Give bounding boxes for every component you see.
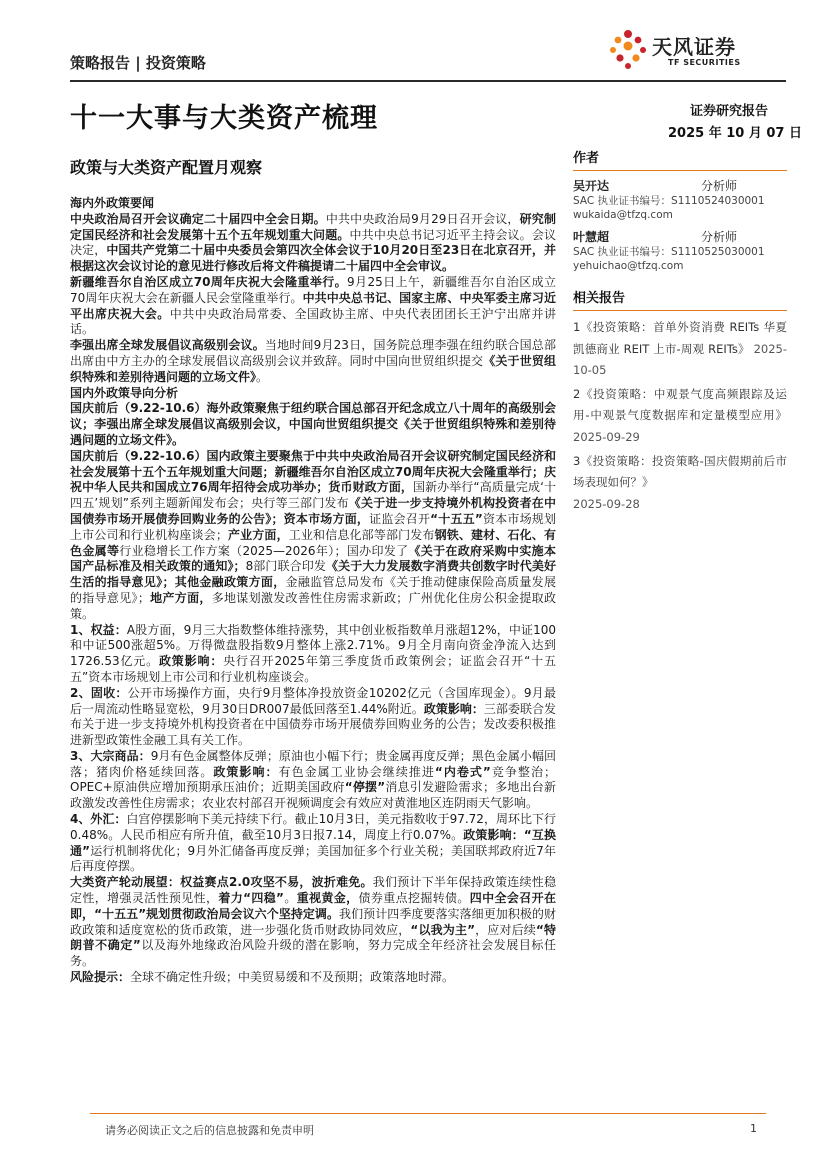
paragraph-outlook	[70, 875, 556, 970]
bold-text: 钢铁、建材、石化、有色金属等	[70, 527, 556, 558]
bold-text: 3、大宗商品：	[70, 748, 151, 763]
bold-text: 2、固收：	[70, 685, 128, 700]
bold-text: 《关于大力发展数字消费共创数字时代美好生活的指导意见》；其他金融政策方面，	[70, 559, 556, 590]
paragraph-commodities	[70, 749, 556, 812]
body-text: 。	[256, 369, 269, 384]
body-text: 央行召开2025年第三季度货币政策例会；证监会召开“十五五”资本市场规划上市公司和行业机构座谈会。	[70, 654, 556, 684]
report-title: 十一大事与大类资产梳理	[70, 103, 378, 134]
logo-mark-icon	[608, 28, 648, 72]
bold-text: 国庆前后（9.22-10.6）国内政策主要聚焦于中共中央政治局召开会议研究制定国民经济和社会发展第十五个五年规划重大问题；新疆维吾尔自治区成立70周年庆祝大会隆重举行；庆祝中华人民共和国成立76周年招待会成功举办；货币财政方面，	[70, 448, 556, 495]
body-text: 债券重点挖掘转债。	[358, 891, 470, 906]
related-report-item[interactable]	[573, 384, 787, 449]
body-text: 。	[283, 891, 297, 906]
bold-text: “内卷式”	[434, 764, 491, 779]
author-cert: SAC 执业证书编号：S1110525030001	[573, 246, 765, 258]
author-email[interactable]: wukaida@tfzq.com	[573, 209, 673, 221]
report-type: 证券研究报告	[690, 104, 769, 119]
bold-text: 风险提示：	[70, 970, 131, 985]
body-text: 资本市场规划上市公司和行业机构座谈会；	[70, 511, 556, 542]
related-report-date: 2025-09-29	[573, 429, 640, 444]
body-text: 中共中央政治局常委、全国政协主席、中央代表团团长王沪宁出席并讲话。	[70, 306, 556, 337]
bold-text: 政策影响：	[158, 654, 224, 669]
bold-text: “停摆”	[344, 780, 386, 795]
body-text: 国新办举行“高质量完成‘十四五’规划”系列主题新闻发布会；央行等三部门发布	[70, 480, 556, 511]
bold-text: 中央政治局召开会议确定二十届四中全会日期。	[70, 211, 326, 226]
body-text: 金融监管总局发布《关于推动健康保险高质量发展的指导意见》；	[70, 575, 556, 605]
bold-text: 4、外汇：	[70, 812, 127, 827]
body-text: 中共中央政治局9月29日召开会议，	[325, 211, 520, 226]
bold-text: 李强出席全球发展倡议高级别会议。	[70, 338, 265, 353]
author-block	[573, 177, 787, 222]
body-text: 证监会召开	[369, 511, 431, 526]
related-report-title[interactable]: 2《投资策略：中观景气度高频跟踪及运用-中观景气度数据库和定量模型应用》	[573, 386, 787, 423]
page-number: 1	[750, 1122, 757, 1135]
paragraph	[70, 212, 556, 275]
bold-text: 地产方面，	[149, 590, 212, 605]
bold-text: 《关于世贸组织特殊和差别待遇问题的立场文件》	[70, 353, 556, 384]
body-text: 公开市场操作方面，央行9月整体净投放资金10202亿元（含国库现金）。9月最后一周流动性略显宽松，9月30日DR007最低回落至1.44%附近。	[70, 685, 556, 716]
author-role: 分析师	[700, 179, 737, 193]
footer-divider	[90, 1113, 766, 1114]
author-cert: SAC 执业证书编号：S1110524030001	[573, 195, 765, 207]
bold-text: “特朗普不确定”	[70, 922, 556, 953]
section-heading-overseas: 海内外政策要闻	[70, 196, 155, 210]
report-category: 策略报告 | 投资策略	[70, 54, 206, 72]
paragraph	[70, 275, 556, 338]
related-report-date: 2025-09-28	[573, 496, 640, 511]
sidebar	[573, 147, 787, 517]
bold-text: 大类资产轮动展望：权益赛点2.0攻坚不易，波折难免。	[70, 875, 373, 890]
bold-text: 政策影响：	[423, 701, 484, 716]
author-email[interactable]: yehuichao@tfzq.com	[573, 260, 684, 272]
bold-text: 中共中央总书记、国家主席、中央军委主席习近平出席庆祝大会。	[70, 290, 556, 321]
author-name: 叶慧超	[573, 230, 610, 244]
bold-text: 着力“四稳”	[218, 891, 284, 906]
related-report-title[interactable]: 1《投资策略：首单外资消费 REITs 华夏凯德商业 REIT 上市-周观 REITs》	[573, 320, 787, 356]
bold-text: 《关于在政府采购中实施本国产品标准及相关政策的通知》；	[70, 543, 556, 574]
paragraph	[70, 449, 556, 623]
report-date: 2025 年 10 月 07 日	[668, 126, 802, 141]
report-subtitle: 政策与大类资产配置月观察	[70, 158, 263, 177]
body-text: 9月25日上午，新疆维吾尔自治区成立70周年庆祝大会在新疆人民会堂隆重举行。	[70, 274, 557, 305]
authors-heading: 作者	[573, 147, 787, 171]
bold-text: 政策影响：	[213, 764, 279, 779]
body-text: 工业和信息化部等部门发布	[288, 527, 435, 542]
body-text: 三部委联合发布关于进一步支持境外机构投资者在中国债券市场开展债券回购业务的公告；发改委积极推进新型政策性金融工具有关工作。	[70, 701, 556, 748]
body-text: 9月有色金属整体反弹；原油也小幅下行；贵金属再度反弹；黑色金属小幅回落；猪肉价格延续回落。	[70, 748, 556, 779]
paragraph-equity	[70, 623, 556, 686]
body-text: 8部门联合印发	[245, 559, 326, 574]
body-text: 中共中央总书记习近平主持会议。会议决定，	[70, 227, 556, 258]
author-role: 分析师	[700, 230, 737, 244]
bold-text: 政策影响：“互换通”	[70, 827, 556, 858]
bold-text: 1、权益：	[70, 622, 127, 637]
section-heading-policy-analysis: 国内外政策导向分析	[70, 385, 179, 400]
body-text: 当地时间9月23日，国务院总理李强在纽约联合国总部出席由中方主办的全球发展倡议高级别会议并致辞。同时中国向世贸组织提交	[70, 338, 556, 368]
bold-text: “以我为主”	[410, 922, 475, 937]
body-text: A股方面，9月三大指数整体维持涨势，其中创业板指数单月涨超12%，中证100和中证500涨超5%。万得微盘股指数9月整体上涨2.71%。9月全月南向资金净流入达到1726.53亿元。	[70, 622, 556, 669]
bold-text: 国庆前后（9.22-10.6）海外政策聚焦于纽约联合国总部召开纪念成立八十周年的高级别会议；李强出席全球发展倡议高级别会议，中国向世贸组织提交《关于世贸组织特殊和差别待遇问题的立场文件》。	[70, 401, 556, 447]
body-text: 运行机制将优化；9月外汇储备再度反弹；美国加征多个行业关税；美国联邦政府近7年后再度停摆。	[70, 843, 556, 874]
related-report-title[interactable]: 3《投资策略：投资策略-国庆假期前后市场表现如何？》	[573, 453, 787, 490]
report-summary	[70, 196, 556, 986]
related-report-date: 2025-10-05	[573, 341, 787, 378]
body-text: 多地谋划激发改善性住房需求新政；广州优化住房公积金提取政策。	[70, 590, 556, 621]
related-reports-heading: 相关报告	[573, 287, 787, 311]
bold-text: 四中全会召开在即，“十五五”规划贯彻政治局会议六个坚持定调。	[70, 891, 556, 921]
body-text: 行业稳增长工作方案（2025—2026年）；国办印发了	[119, 543, 409, 558]
related-report-item[interactable]	[573, 317, 787, 382]
body-text: 我们预计四季度要落实落细更加积极的财政政策和适度宽松的货币政策，进一步强化货币财政协同效应，	[70, 906, 556, 937]
logo-name-en: TF SECURITIES	[668, 58, 741, 67]
body-text: ，应对后续	[474, 922, 536, 937]
bold-text: “十五五”	[430, 511, 483, 526]
bold-text: 新疆维吾尔自治区成立70周年庆祝大会隆重举行。	[70, 274, 348, 289]
paragraph-risk	[70, 970, 556, 986]
body-text: 我们预计下半年保持政策连续性稳定性，增强灵活性预见性，	[70, 875, 556, 906]
paragraph	[70, 401, 556, 448]
bold-text: 《关于进一步支持境外机构投资者在中国债券市场开展债券回购业务的公告》；资本市场方面，	[70, 496, 556, 526]
author-name: 吴开达	[573, 179, 610, 193]
author-block	[573, 228, 787, 273]
paragraph-fixed-income	[70, 686, 556, 749]
bold-text: 重视黄金，	[296, 891, 359, 906]
paragraph-fx	[70, 812, 556, 875]
body-text: 竞争整治；OPEC+原油供应增加预期承压油价；近期美国政府	[70, 764, 556, 795]
paragraph	[70, 338, 556, 385]
header-divider	[70, 80, 786, 82]
body-text: 全球不确定性升级；中美贸易缓和不及预期；政策落地时滞。	[130, 970, 455, 985]
body-text: 消息引发避险需求；多地出台新政激发改善性住房需求；农业农村部召开视频调度会有效应对黄淮地区连阴雨天气影响。	[70, 780, 556, 811]
bold-text: 中国共产党第二十届中央委员会第四次全体会议于10月20日至23日在北京召开，并根据这次会议讨论的意见进行修改后将文件稿提请二十届四中全会审议。	[70, 243, 556, 274]
bold-text: 研究制定国民经济和社会发展第十五个五年规划重大问题。	[70, 211, 556, 242]
body-text: 有色金属工业协会继续推进	[278, 764, 435, 779]
body-text: 白宫停摆影响下美元持续下行。截止10月3日，美元指数收于97.72，周环比下行0.48%。人民币相应有所升值，截至10月3日报7.14，周度上行0.07%。	[70, 812, 556, 842]
logo-name-cn: 天风证券	[652, 35, 736, 59]
bold-text: 产业方面，	[227, 527, 289, 542]
body-text: 以及海外地缘政治风险升级的潜在影响，努力完成全年经济社会发展目标任务。	[70, 938, 556, 969]
related-report-item[interactable]	[573, 451, 787, 516]
footer-disclaimer: 请务必阅读正文之后的信息披露和免责申明	[105, 1124, 314, 1137]
